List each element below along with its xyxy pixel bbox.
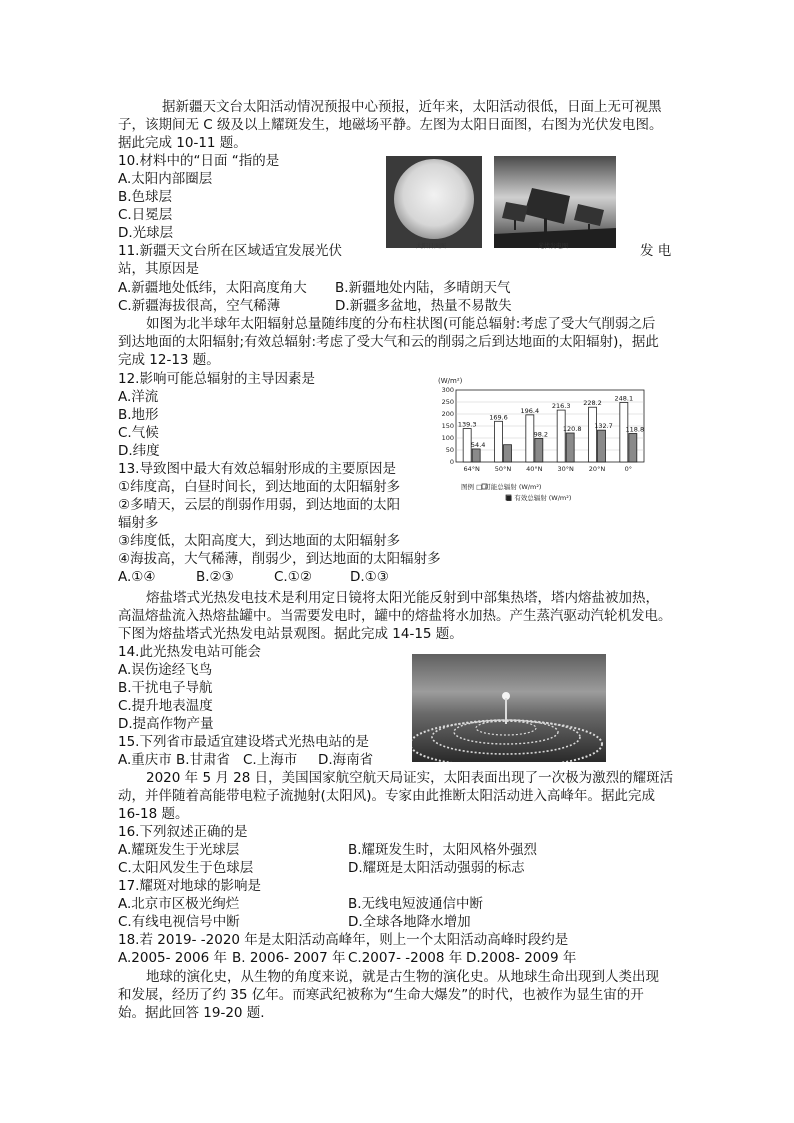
q11-option-d: D.新疆多盆地，热量不易散失 — [335, 298, 512, 314]
chart-value-label-possible: 228.2 — [583, 399, 602, 408]
intro5-line2: 和发展，经历了约 35 亿年。而寒武纪被称为“生命大爆发”的时代，也被作为显生宙的开 — [118, 987, 644, 1003]
q14-option-a: A.误伤途经飞鸟 — [118, 662, 213, 678]
q11-option-b: B.新疆地处内陆，多晴朗天气 — [335, 280, 511, 296]
chart-category-label: 64°N — [463, 465, 480, 473]
q11-option-a: A.新疆地处低纬，太阳高度角大 — [118, 280, 307, 296]
chart-value-label-effective: 54.4 — [470, 440, 486, 449]
chart-legend-effective: ■ 有效总辐射 (W/m²) — [506, 494, 572, 502]
q13-option-d: D.①③ — [350, 569, 389, 585]
q18-option-d: D.2008- 2009 年 — [466, 950, 577, 966]
q15-option-a: A.重庆市 — [118, 752, 172, 768]
intro4-line3: 16-18 题。 — [118, 806, 189, 822]
q15-option-d: D.海南省 — [318, 752, 374, 768]
q13-option-c: C.①② — [274, 569, 312, 585]
chart-value-label-possible: 196.4 — [520, 406, 540, 415]
q18-stem: 18.若 2019- -2020 年是太阳活动高峰年，则上一个太阳活动高峰时段约是 — [118, 932, 569, 948]
chart-value-label-effective: 120.8 — [562, 425, 582, 434]
chart-value-label-possible: 139.3 — [457, 420, 477, 429]
q12-option-d: D.纬度 — [118, 443, 160, 459]
chart-ytick-label: 100 — [441, 434, 454, 442]
chart-bar-possible — [557, 410, 565, 462]
chart-unit-label: (W/m²) — [438, 377, 463, 385]
q14-option-d: D.提高作物产量 — [118, 716, 214, 732]
intro3-line2: 高温熔盐流入热熔盐罐中。当需要发电时，罐中的熔盐将水加热。产生蒸汽驱动汽轮机发电。 — [118, 608, 672, 624]
solar-tower-plant-image — [412, 654, 606, 762]
chart-value-label-possible: 216.3 — [551, 402, 571, 411]
q18-option-b: B. 2006- 2007 年 — [232, 950, 346, 966]
chart-bar-effective — [598, 430, 606, 462]
q17-option-d: D.全球各地降水增加 — [348, 914, 471, 930]
q18-option-c: C.2007- -2008 年 — [348, 950, 463, 966]
q15-option-b: B.甘肃省 — [176, 752, 231, 768]
intro2-line1: 如图为北半球年太阳辐射总量随纬度的分布柱状图(可能总辐射:考虑了受大气削弱之后 — [146, 316, 656, 332]
intro3-line3: 下图为熔盐塔式光热发电站景观图。据此完成 14-15 题。 — [118, 626, 463, 642]
chart-value-label-possible: 169.6 — [489, 413, 508, 422]
intro5-line1: 地球的演化史，从生物的角度来说，就是古生物的演化史。从地球生命出现到人类出现 — [146, 969, 659, 985]
q16-option-a: A.耀斑发生于光球层 — [118, 842, 240, 858]
q13-option-a: A.①④ — [118, 569, 156, 585]
chart-bar-effective — [566, 433, 574, 462]
q17-option-c: C.有线电视信号中断 — [118, 914, 240, 930]
chart-ytick-label: 250 — [441, 398, 454, 406]
chart-bar-possible — [589, 407, 597, 462]
q14-option-b: B.干扰电子导航 — [118, 680, 213, 696]
sun-disk-caption: 太阳日面图 — [416, 243, 447, 250]
q10-option-b: B.色球层 — [118, 189, 173, 205]
q13-item-4: ④海拔高，大气稀薄，削弱少，到达地面的太阳辐射多 — [118, 551, 441, 567]
chart-legend-possible: 图例 □ 可能总辐射 (W/m²) — [461, 483, 542, 491]
intro1-line1: 据新疆天文台太阳活动情况预报中心预报，近年来，太阳活动很低，日面上无可视黑 — [162, 99, 662, 115]
intro1-line2: 子，该期间无 C 级及以上耀斑发生，地磁场平静。左图为太阳日面图，右图为光伏发电图。 — [118, 117, 663, 133]
radiation-bar-chart — [430, 374, 656, 510]
intro2-line2: 到达地面的太阳辐射;有效总辐射:考虑了受大气和云的削弱之后到达地面的太阳辐射)，据此 — [118, 334, 659, 350]
q17-option-a: A.北京市区极光绚烂 — [118, 896, 240, 912]
q11-option-c: C.新疆海拔很高，空气稀薄 — [118, 298, 281, 314]
q13-item-2-cont: 辐射多 — [118, 515, 159, 531]
intro1-line3: 据此完成 10-11 题。 — [118, 135, 247, 151]
q13-option-b: B.②③ — [196, 569, 234, 585]
sun-disk-image — [386, 156, 482, 248]
chart-category-label: 0° — [624, 465, 633, 473]
chart-bar-effective — [535, 438, 543, 462]
chart-value-label-possible: 248.1 — [614, 394, 634, 403]
q12-option-c: C.气候 — [118, 425, 159, 441]
q11-stem-left: 11.新疆天文台所在区域适宜发展光伏 — [118, 243, 342, 259]
chart-bar-effective — [472, 449, 480, 462]
q12-option-a: A.洋流 — [118, 389, 159, 405]
chart-category-label: 40°N — [526, 465, 543, 473]
intro4-line1: 2020 年 5 月 28 日，美国国家航空航天局证实，太阳表面出现了一次极为激烈的耀斑活 — [146, 770, 674, 786]
chart-ytick-label: 0 — [449, 458, 454, 466]
chart-ytick-label: 300 — [441, 386, 454, 394]
chart-category-label: 20°N — [588, 465, 606, 473]
chart-legend — [461, 482, 571, 502]
q17-stem: 17.耀斑对地球的影响是 — [118, 878, 261, 894]
q16-option-b: B.耀斑发生时，太阳风格外强烈 — [348, 842, 538, 858]
intro2-line3: 完成 12-13 题。 — [118, 352, 220, 368]
q13-item-2: ②多晴天，云层的削弱作用弱，到达地面的太阳 — [118, 497, 401, 513]
solar-pv-image — [494, 156, 616, 248]
q14-option-c: C.提升地表温度 — [118, 698, 213, 714]
chart-ytick-label: 50 — [445, 446, 454, 454]
q15-stem: 15.下列省市最适宜建设塔式光热电站的是 — [118, 734, 369, 750]
q11-stem-line2: 站，其原因是 — [118, 261, 199, 277]
q17-option-b: B.无线电短波通信中断 — [348, 896, 484, 912]
q10-option-a: A.太阳内部圈层 — [118, 171, 213, 187]
chart-value-label-effective: 98.2 — [533, 430, 549, 439]
chart-bar-effective — [629, 433, 637, 462]
intro4-line2: 动，并伴随着高能带电粒子流抛射(太阳风)。专家由此推断太阳活动进入高峰年。据此完成 — [118, 788, 656, 804]
q16-stem: 16.下列叙述正确的是 — [118, 824, 248, 840]
q12-option-b: B.地形 — [118, 407, 159, 423]
chart-category-label: 30°N — [557, 465, 574, 473]
q15-option-c: C.上海市 — [243, 752, 298, 768]
chart-ytick-label: 150 — [441, 422, 454, 430]
q18-option-a: A.2005- 2006 年 — [118, 950, 227, 966]
intro3-line1: 熔盐塔式光热发电技术是利用定日镜将太阳光能反射到中部集热塔，塔内熔盐被加热， — [146, 590, 659, 606]
q12-stem: 12.影响可能总辐射的主导因素是 — [118, 371, 315, 387]
q13-item-3: ③纬度低，太阳高度大，到达地面的太阳辐射多 — [118, 533, 401, 549]
chart-category-label: 50°N — [494, 465, 512, 473]
chart-bar-possible — [495, 421, 503, 462]
chart-bar-effective — [504, 445, 512, 462]
solar-pv-caption: 光伏发电图 — [538, 243, 569, 250]
q14-stem: 14.此光热发电站可能会 — [118, 644, 261, 660]
q10-stem: 10.材料中的“日面 “指的是 — [118, 153, 280, 169]
q13-item-1: ①纬度高，白昼时间长，到达地面的太阳辐射多 — [118, 479, 401, 495]
intro5-line3: 始。据此回答 19-20 题. — [118, 1005, 265, 1021]
q13-stem: 13.导致图中最大有效总辐射形成的主要原因是 — [118, 461, 396, 477]
q10-option-c: C.日冕层 — [118, 207, 173, 223]
q16-option-d: D.耀斑是太阳活动强弱的标志 — [348, 860, 525, 876]
chart-value-label-effective: 118.8 — [625, 425, 645, 434]
chart-ytick-label: 200 — [441, 410, 454, 418]
q16-option-c: C.太阳风发生于色球层 — [118, 860, 254, 876]
chart-value-label-effective: 132.7 — [594, 422, 613, 431]
q10-option-d: D.光球层 — [118, 225, 174, 241]
q11-stem-right: 发 电 — [640, 243, 672, 259]
